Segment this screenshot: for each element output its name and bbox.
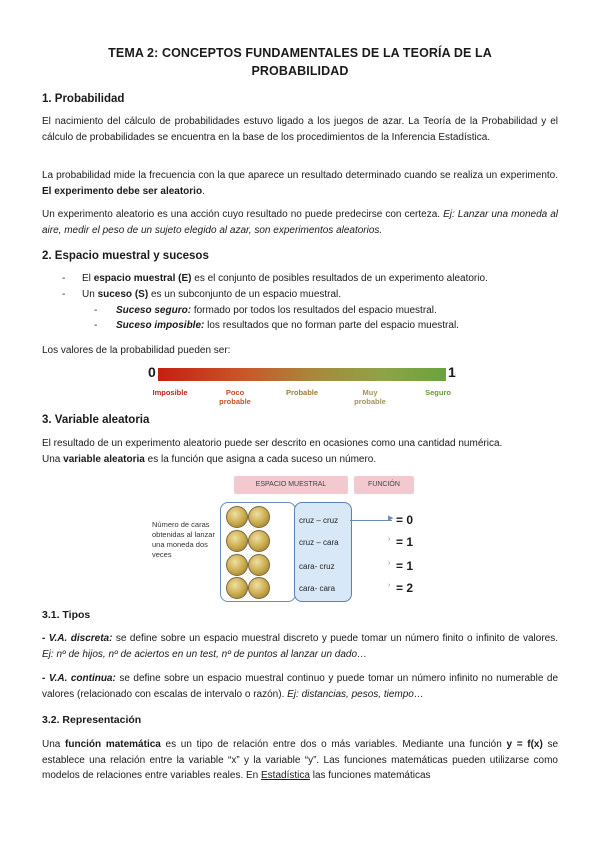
rep-bold-2: y = f(x) <box>506 739 543 750</box>
discrete-example: Ej: nº de hijos, nº de aciertos en un test, nº de puntos al lanzar un dado… <box>42 648 368 660</box>
li1-bold: espacio muestral (E) <box>93 273 192 284</box>
s3p2-a: Una <box>42 454 61 465</box>
section-1-paragraph-3 <box>42 207 558 238</box>
document-title: TEMA 2: CONCEPTOS FUNDAMENTALES DE LA TEORÍA DE LA PROBABILIDAD <box>108 46 492 78</box>
event-item: cara- cruz <box>299 562 335 571</box>
function-value: = 0 <box>396 513 414 527</box>
continuous-text: se define sobre un espacio muestral continuo y puede tomar un número infinito no numerable de valores (relacionado con escalas de intervalo o razón). <box>42 673 559 700</box>
rep-t1: Una <box>42 739 61 750</box>
probability-scale <box>148 364 456 410</box>
sub1-term: Suceso seguro: <box>116 305 192 316</box>
scale-label-muy-probable: Muy probable <box>354 388 386 406</box>
coin-icon <box>226 530 248 552</box>
event-item: cruz – cara <box>299 538 339 547</box>
event-item: cruz – cruz <box>299 516 339 525</box>
section-3-heading: 3. Variable aleatoria <box>42 414 150 426</box>
p2-text: La probabilidad mide la frecuencia con la que aparece un resultado determinado cuando se realiza un experimento. <box>42 170 558 181</box>
rep-t7: las funciones matemáticas <box>312 770 431 781</box>
values-intro: Los valores de la probabilidad pueden ser: <box>42 345 231 356</box>
random-variable-diagram <box>148 476 448 602</box>
section-3-2-heading: 3.2. Representación <box>42 714 142 726</box>
representation-paragraph <box>42 737 558 784</box>
event-item: cara- cara <box>299 584 336 593</box>
scale-label-poco-probable: Poco probable <box>219 388 251 406</box>
function-value: = 1 <box>396 535 414 549</box>
li2-a: Un <box>82 289 95 300</box>
list-item: - Un suceso (S) es un subconjunto de un espacio muestral. <box>62 289 342 300</box>
li2-c: es un subconjunto de un espacio muestral. <box>150 289 342 300</box>
coin-icon <box>248 554 270 576</box>
coin-icon <box>226 554 248 576</box>
rep-t3: es un tipo de relación entre dos o más variables. Mediante una función <box>165 739 502 750</box>
discrete-label: - V.A. discreta: <box>42 633 113 644</box>
rep-bold-1: función matemática <box>65 739 161 750</box>
sub1-text: formado por todos los resultados del espacio muestral. <box>193 305 437 316</box>
s3p2-c: es la función que asigna a cada suceso un número. <box>147 454 377 465</box>
diagram-caption: Número de caras obtenidas al lanzar una moneda dos veces <box>152 520 215 559</box>
s3p2-bold: variable aleatoria <box>63 454 145 465</box>
arrow-line <box>350 520 392 521</box>
continuous-va-paragraph <box>42 671 558 702</box>
section-3-1-heading: 3.1. Tipos <box>42 609 91 621</box>
section-3-paragraph-2 <box>42 452 558 468</box>
discrete-va-paragraph <box>42 631 558 662</box>
scale-label-imposible: Imposible <box>152 388 188 397</box>
li1-a: El <box>82 273 91 284</box>
list-item: - El espacio muestral (E) es el conjunto de posibles resultados de un experimento aleatorio. <box>62 273 488 284</box>
rep-t5: se establece una relación entre la variable “x” y la variable “y”. Las funciones matemáticas pueden utilizarse como modelos de relaciones entre variables reales. En <box>42 739 559 781</box>
coin-icon <box>226 506 248 528</box>
section-1-paragraph-1: El nacimiento del cálculo de probabilidades estuvo ligado a los juegos de azar. La Teoría de la Probabilidad y el cálculo de probabilidades se encuentra en la base de los procedimientos de la Inferencia Estadística. <box>42 116 558 143</box>
discrete-text: se define sobre un espacio muestral discreto y puede tomar un número finito o infinito de valores. <box>115 633 558 644</box>
rep-underline: Estadística <box>261 770 310 781</box>
continuous-label: - V.A. continua: <box>42 673 116 684</box>
continuous-example: Ej: distancias, pesos, tiempo… <box>287 688 424 700</box>
arrow-icon: › <box>388 582 391 589</box>
sub2-term: Suceso imposible: <box>116 320 205 331</box>
scale-label-probable: Probable <box>285 388 319 397</box>
scale-label-seguro: Seguro <box>425 388 451 397</box>
sub-list-item: - Suceso imposible: los resultados que no forman parte del espacio muestral. <box>94 320 459 331</box>
p2-end: . <box>202 185 205 197</box>
function-value: = 2 <box>396 581 414 595</box>
p2-bold: El experimento debe ser aleatorio <box>42 185 203 197</box>
coin-icon <box>248 530 270 552</box>
coin-icon <box>226 577 248 599</box>
p3-example: Ej: Lanzar una moneda al aire, medir el peso de un sujeto elegido al azar, son experimentos aleatorios. <box>42 209 558 236</box>
section-2-heading: 2. Espacio muestral y sucesos <box>42 250 209 262</box>
scale-max: 1 <box>448 364 456 380</box>
section-3-paragraph-1: El resultado de un experimento aleatorio puede ser descrito en ocasiones como una cantidad numérica. <box>42 438 503 449</box>
arrow-icon: › <box>388 560 391 567</box>
section-1-heading: 1. Probabilidad <box>42 93 125 105</box>
diagram-head-sample-space: ESPACIO MUESTRAL <box>234 476 348 494</box>
sub-list-item: - Suceso seguro: formado por todos los resultados del espacio muestral. <box>94 305 437 316</box>
coin-icon <box>248 577 270 599</box>
coin-icon <box>248 506 270 528</box>
arrow-icon: ▶ <box>388 515 394 522</box>
diagram-head-function: FUNCIÓN <box>354 476 414 494</box>
section-1-paragraph-2 <box>42 168 558 199</box>
arrow-icon: › <box>388 536 391 543</box>
li1-c: es el conjunto de posibles resultados de un experimento aleatorio. <box>194 273 488 284</box>
li2-bold: suceso (S) <box>97 289 149 300</box>
p3-text: Un experimento aleatorio es una acción cuyo resultado no puede predecirse con certeza. <box>42 209 441 220</box>
probability-gradient-bar <box>158 368 446 381</box>
sub2-text: los resultados que no forman parte del espacio muestral. <box>207 320 459 331</box>
function-value: = 1 <box>396 559 414 573</box>
scale-min: 0 <box>148 364 156 380</box>
